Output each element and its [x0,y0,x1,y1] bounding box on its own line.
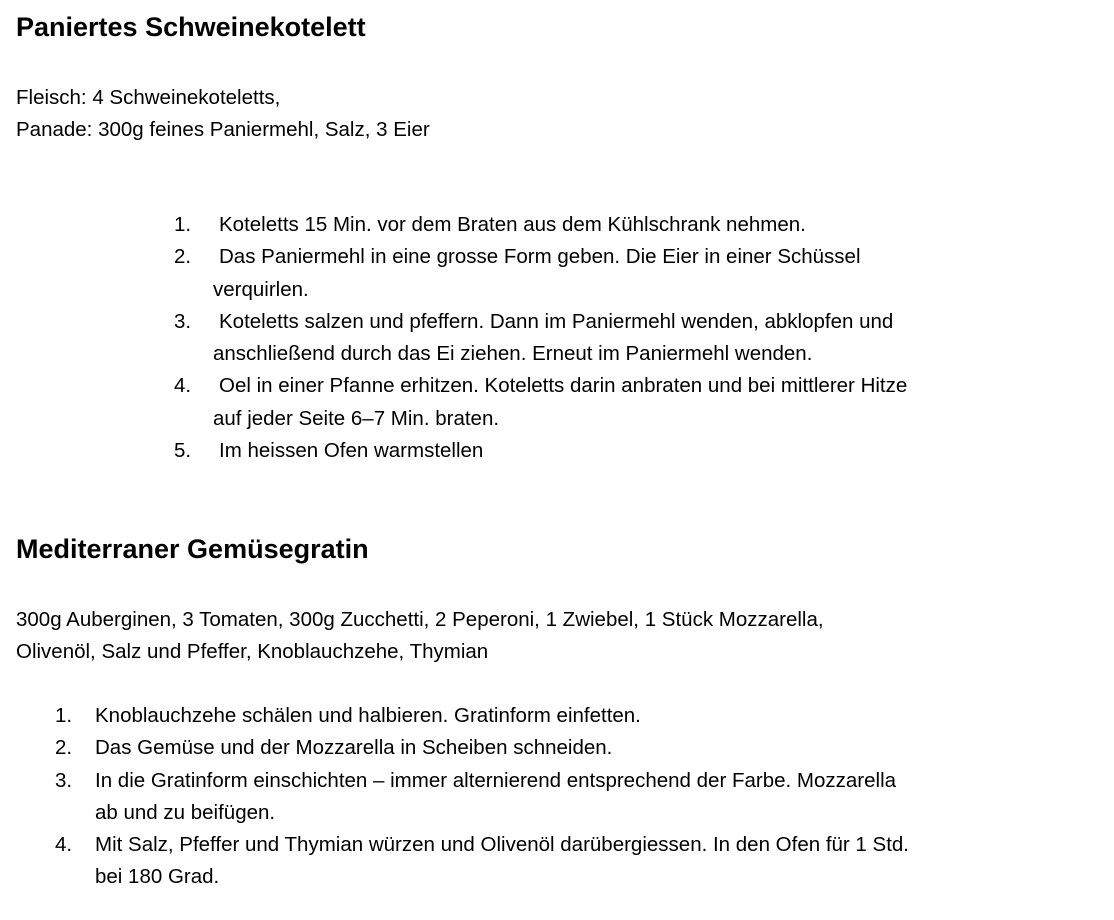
instruction-step [174,370,1074,435]
step-text: Das Gemüse und der Mozzarella in Scheiben schneiden. [95,736,613,760]
step-number: 3. [55,768,73,792]
instruction-step [174,209,1074,241]
step-number: 3. [174,309,192,333]
step-text: anschließend durch das Ei ziehen. Erneut im Paniermehl wenden. [213,342,813,366]
instruction-list [174,209,1074,467]
step-number: 4. [174,374,192,398]
instruction-step [55,829,1065,894]
ingredients-line: 300g Auberginen, 3 Tomaten, 300g Zucchetti, 2 Peperoni, 1 Zwiebel, 1 Stück Mozzarella, [16,608,824,631]
step-text: ab und zu beifügen. [95,800,276,824]
step-text: Im heissen Ofen warmstellen [219,439,484,463]
instruction-list [55,700,1065,894]
step-number: 2. [174,245,192,269]
step-number: 1. [55,704,73,727]
instruction-step [55,700,1065,732]
step-text: In die Gratinform einschichten – immer alternierend entsprechend der Farbe. Mozzarella [95,768,897,792]
recipe-title: Mediterraner Gemüsegratin [16,534,369,564]
step-text: Koteletts salzen und pfeffern. Dann im Paniermehl wenden, abklopfen und [219,309,894,333]
ingredients-line: Fleisch: 4 Schweinekoteletts, [16,86,281,109]
step-number: 4. [55,833,73,857]
ingredients-line: Olivenöl, Salz und Pfeffer, Knoblauchzehe, Thymian [16,640,489,663]
instruction-step [55,765,1065,830]
step-text: Das Paniermehl in eine grosse Form geben. Die Eier in einer Schüssel [219,245,861,269]
step-text: Koteletts 15 Min. vor dem Braten aus dem Kühlschrank nehmen. [219,213,806,236]
instruction-step [55,732,1065,764]
step-text: Mit Salz, Pfeffer und Thymian würzen und Olivenöl darübergiessen. In den Ofen für 1 Std. [95,833,909,857]
instruction-step [174,306,1074,371]
step-text: verquirlen. [213,277,309,301]
step-text: auf jeder Seite 6–7 Min. braten. [213,406,500,430]
step-text: bei 180 Grad. [95,865,220,889]
ingredients-line: Panade: 300g feines Paniermehl, Salz, 3 Eier [16,118,430,141]
step-text: Knoblauchzehe schälen und halbieren. Gratinform einfetten. [95,704,641,727]
step-number: 1. [174,213,192,236]
step-text: Oel in einer Pfanne erhitzen. Koteletts darin anbraten und bei mittlerer Hitze [219,374,908,398]
step-number: 5. [174,439,192,463]
recipe-title: Paniertes Schweinekotelett [16,12,366,42]
instruction-step [174,241,1074,306]
step-number: 2. [55,736,73,760]
instruction-step [174,435,1074,467]
